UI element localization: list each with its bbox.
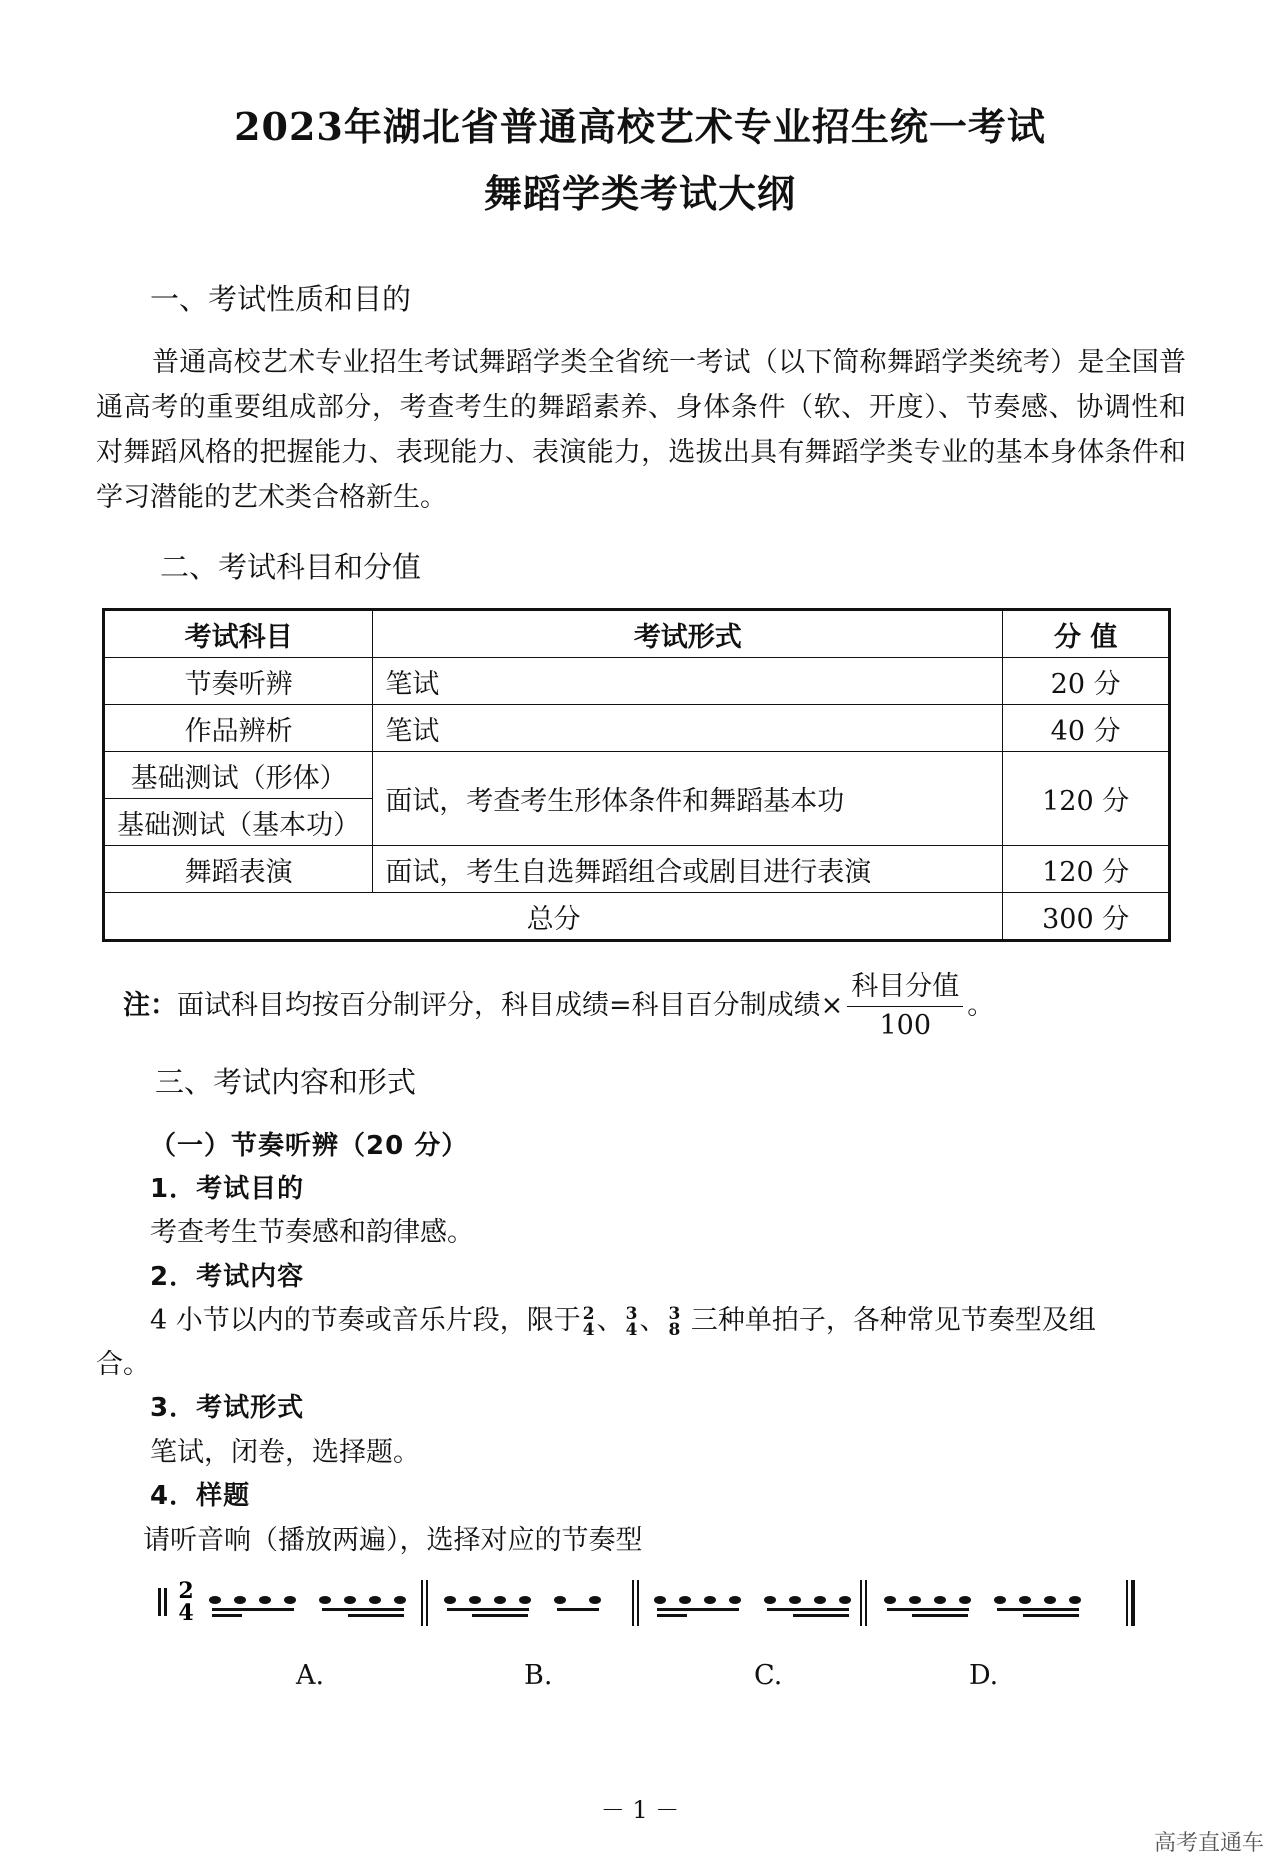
measure-bar <box>637 1580 639 1626</box>
total-label: 总分 <box>104 893 1003 941</box>
option-b: B. <box>524 1660 553 1691</box>
cell-score: 120 分 <box>1003 846 1170 893</box>
item2-text-b: 三种单拍子，各种常见节奏型及组 <box>690 1305 1096 1336</box>
header-subject: 考试科目 <box>104 610 373 658</box>
table-row <box>104 705 1170 752</box>
item1-label: 1．考试目的 <box>150 1174 305 1204</box>
end-bar-thick <box>1131 1580 1135 1626</box>
table-row <box>104 846 1170 893</box>
cell-score: 120 分 <box>1003 752 1170 846</box>
measure-bar <box>632 1580 634 1626</box>
measure-bar <box>421 1580 423 1626</box>
score-note <box>123 968 994 1045</box>
section3-heading: 三、考试内容和形式 <box>155 1065 417 1099</box>
item4-text: 请听音响（播放两遍），选择对应的节奏型 <box>143 1525 643 1556</box>
cell-form: 笔试 <box>373 705 1003 752</box>
staff-meter-top: 2 <box>178 1578 194 1604</box>
section2-heading: 二、考试科目和分值 <box>160 550 422 584</box>
item3-label: 3．考试形式 <box>150 1393 305 1423</box>
total-score: 300 分 <box>1003 893 1170 941</box>
note-end: 。 <box>967 990 995 1021</box>
rhythm-staff <box>150 1570 1150 1640</box>
item2-text-c: 合。 <box>96 1349 150 1380</box>
item3-text: 笔试，闭卷，选择题。 <box>150 1437 420 1468</box>
page-number: － 1 － <box>600 1796 680 1824</box>
section1-heading: 一、考试性质和目的 <box>150 282 412 316</box>
header-score: 分 值 <box>1003 610 1170 658</box>
table-total-row <box>104 893 1170 941</box>
rhythm-measure-a <box>209 1596 406 1617</box>
start-bar-thin <box>164 1588 167 1616</box>
item1-text: 考查考生节奏感和韵律感。 <box>150 1217 474 1248</box>
table-row <box>104 752 1170 799</box>
item2-text: 4 小节以内的节奏或音乐片段，限于 2 4 、 3 4 、 3 8 三种单拍子，各种常见节奏型及组 <box>150 1303 1096 1340</box>
cell-score: 20 分 <box>1003 658 1170 705</box>
cell-subject: 作品辨析 <box>104 705 373 752</box>
item2-text-a: 4 小节以内的节奏或音乐片段，限于 <box>150 1305 581 1336</box>
measure-bar <box>860 1580 862 1626</box>
exam-subjects-table <box>102 608 1171 942</box>
rhythm-measure-b <box>444 1596 601 1617</box>
fraction-denominator: 100 <box>879 1010 932 1041</box>
header-form: 考试形式 <box>373 610 1003 658</box>
subsection-rhythm-heading: （一）节奏听辨（20 分） <box>150 1131 469 1161</box>
option-d: D. <box>969 1660 999 1691</box>
rhythm-measure-c <box>654 1596 851 1617</box>
meter-3-8: 3 8 <box>668 1303 681 1340</box>
section1-paragraph: 普通高校艺术专业招生考试舞蹈学类全省统一考试（以下简称舞蹈学类统考）是全国普通高考的重要组成部分，考查考生的舞蹈素养、身体条件（软、开度）、节奏感、协调性和对舞蹈风格的把握能力、表现能力、表演能力，选拔出具有舞蹈学类专业的基本身体条件和学习潜能的艺术类合格新生。 <box>96 347 1186 513</box>
cell-subject: 节奏听辨 <box>104 658 373 705</box>
meter-3-4: 3 4 <box>625 1303 638 1340</box>
doc-title-line2: 舞蹈学类考试大纲 <box>483 171 796 216</box>
note-label: 注： <box>123 990 177 1021</box>
measure-bar <box>865 1580 867 1626</box>
cell-form: 笔试 <box>373 658 1003 705</box>
cell-subject: 基础测试（基本功） <box>104 799 373 846</box>
table-row <box>104 658 1170 705</box>
item2-label: 2．考试内容 <box>150 1262 305 1292</box>
meter-2-4: 2 4 <box>582 1303 595 1340</box>
end-bar-thin <box>1126 1580 1128 1626</box>
option-c: C. <box>754 1660 783 1691</box>
note-text: 面试科目均按百分制评分，科目成绩=科目百分制成绩× <box>177 990 844 1021</box>
measure-bar <box>426 1580 428 1626</box>
score-fraction <box>847 968 963 1045</box>
table-header-row <box>104 610 1170 658</box>
doc-title-line1: 2023年湖北省普通高校艺术专业招生统一考试 <box>234 104 1046 149</box>
cell-score: 40 分 <box>1003 705 1170 752</box>
fraction-numerator: 科目分值 <box>847 968 963 1007</box>
cell-subject: 舞蹈表演 <box>104 846 373 893</box>
start-bar-thick <box>158 1588 161 1616</box>
item4-label: 4．样题 <box>150 1481 251 1511</box>
cell-form: 面试，考生自选舞蹈组合或剧目进行表演 <box>373 846 1003 893</box>
watermark: 高考直通车 <box>1153 1831 1264 1856</box>
staff-meter-bottom: 4 <box>178 1600 194 1626</box>
cell-subject: 基础测试（形体） <box>104 752 373 799</box>
option-a: A. <box>296 1660 325 1691</box>
cell-form: 面试，考查考生形体条件和舞蹈基本功 <box>373 752 1003 846</box>
rhythm-measure-d <box>884 1596 1081 1617</box>
